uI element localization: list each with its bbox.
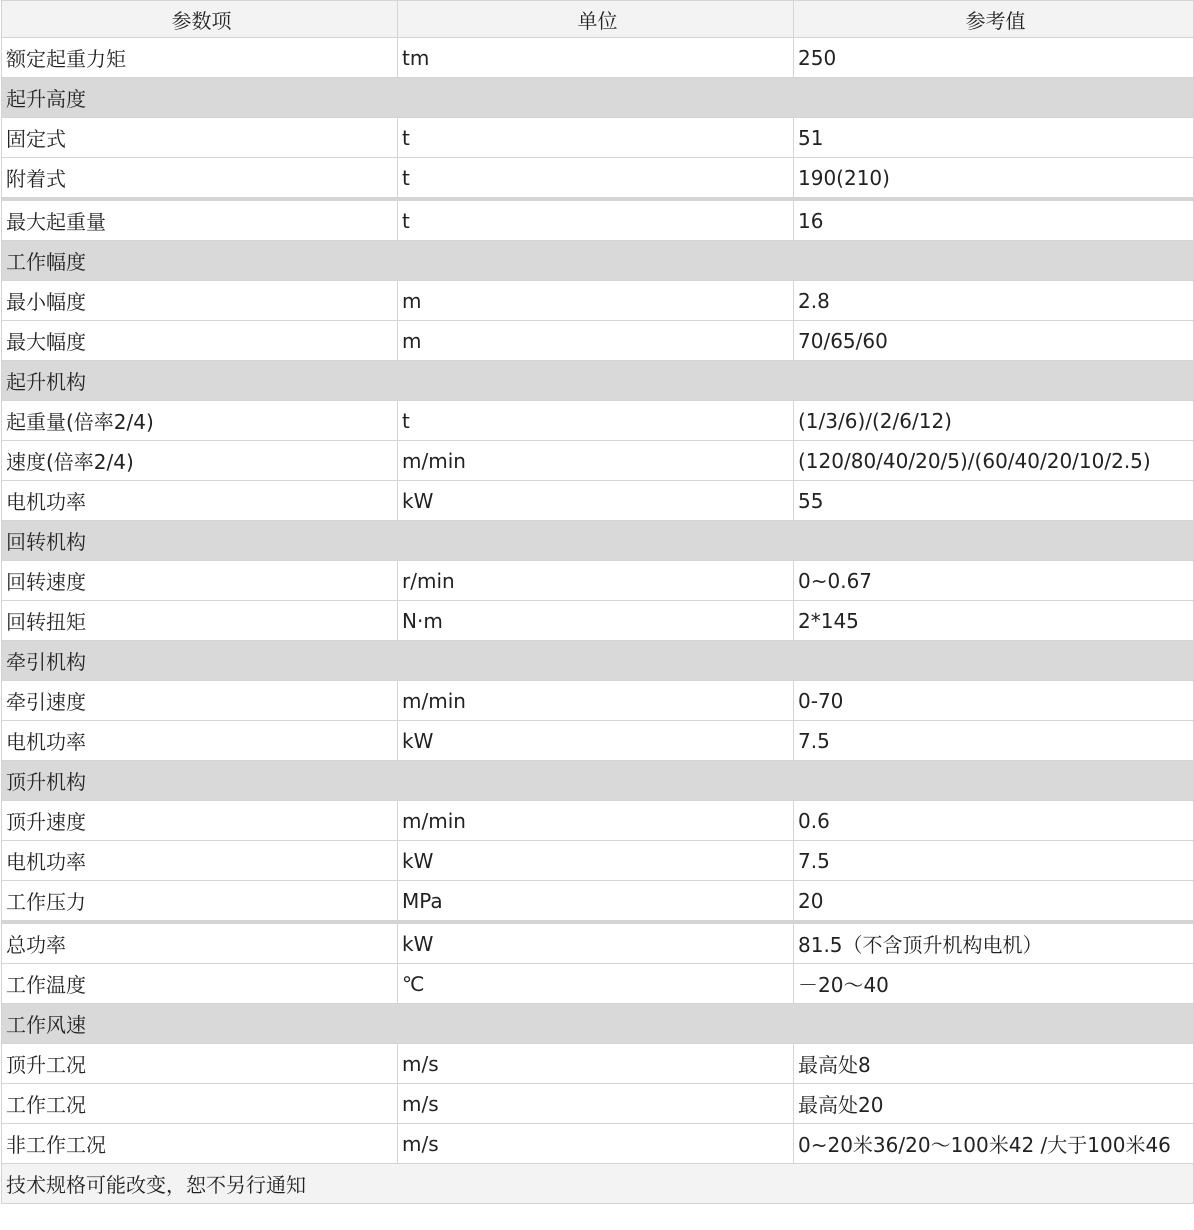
table-body (2, 38, 1194, 1204)
section-row (2, 241, 1194, 281)
table-row (2, 922, 1194, 964)
header-row (2, 1, 1194, 38)
table-row (2, 1124, 1194, 1164)
param-cell: 非工作工况 (2, 1124, 398, 1164)
section-row (2, 78, 1194, 118)
table-row (2, 681, 1194, 721)
section-title: 起升机构 (2, 361, 1194, 401)
unit-cell: MPa (398, 881, 794, 923)
value-cell: 81.5（不含顶升机构电机） (794, 922, 1194, 964)
unit-cell: ℃ (398, 964, 794, 1004)
value-cell: 190(210) (794, 158, 1194, 200)
value-cell: (1/3/6)/(2/6/12) (794, 401, 1194, 441)
param-cell: 牵引速度 (2, 681, 398, 721)
section-row (2, 521, 1194, 561)
section-title: 回转机构 (2, 521, 1194, 561)
unit-cell: m/s (398, 1124, 794, 1164)
value-cell: 20 (794, 881, 1194, 923)
header-param: 参数项 (2, 1, 398, 38)
param-cell: 回转速度 (2, 561, 398, 601)
table-row (2, 199, 1194, 241)
value-cell: (120/80/40/20/5)/(60/40/20/10/2.5) (794, 441, 1194, 481)
value-cell: 0.6 (794, 801, 1194, 841)
table-row (2, 841, 1194, 881)
section-title: 工作风速 (2, 1004, 1194, 1044)
unit-cell: t (398, 199, 794, 241)
value-cell: 2*145 (794, 601, 1194, 641)
section-title: 牵引机构 (2, 641, 1194, 681)
value-cell: 0-70 (794, 681, 1194, 721)
footer-row (2, 1164, 1194, 1204)
section-row (2, 361, 1194, 401)
param-cell: 固定式 (2, 118, 398, 158)
param-cell: 工作温度 (2, 964, 398, 1004)
param-cell: 电机功率 (2, 841, 398, 881)
param-cell: 速度(倍率2/4) (2, 441, 398, 481)
unit-cell: t (398, 158, 794, 200)
param-cell: 电机功率 (2, 481, 398, 521)
table-row (2, 601, 1194, 641)
spec-table (1, 0, 1194, 1204)
param-cell: 电机功率 (2, 721, 398, 761)
param-cell: 回转扭矩 (2, 601, 398, 641)
table-row (2, 158, 1194, 200)
value-cell: 250 (794, 38, 1194, 78)
unit-cell: t (398, 118, 794, 158)
table-row (2, 1084, 1194, 1124)
unit-cell: m/min (398, 441, 794, 481)
unit-cell: m (398, 281, 794, 321)
table-row (2, 118, 1194, 158)
param-cell: 起重量(倍率2/4) (2, 401, 398, 441)
value-cell: 55 (794, 481, 1194, 521)
section-row (2, 1004, 1194, 1044)
value-cell: 2.8 (794, 281, 1194, 321)
table-row (2, 321, 1194, 361)
header-value: 参考值 (794, 1, 1194, 38)
section-row (2, 761, 1194, 801)
footer-note: 技术规格可能改变，恕不另行通知 (2, 1164, 1194, 1204)
table-row (2, 481, 1194, 521)
section-title: 工作幅度 (2, 241, 1194, 281)
section-row (2, 641, 1194, 681)
param-cell: 顶升工况 (2, 1044, 398, 1084)
param-cell: 总功率 (2, 922, 398, 964)
value-cell: 70/65/60 (794, 321, 1194, 361)
unit-cell: kW (398, 481, 794, 521)
unit-cell: kW (398, 841, 794, 881)
param-cell: 最大起重量 (2, 199, 398, 241)
unit-cell: r/min (398, 561, 794, 601)
value-cell: 7.5 (794, 841, 1194, 881)
table-row (2, 401, 1194, 441)
param-cell: 工作工况 (2, 1084, 398, 1124)
unit-cell: tm (398, 38, 794, 78)
table-row (2, 881, 1194, 923)
value-cell: 最高处20 (794, 1084, 1194, 1124)
unit-cell: m/s (398, 1044, 794, 1084)
table-row (2, 1044, 1194, 1084)
value-cell: 最高处8 (794, 1044, 1194, 1084)
param-cell: 最大幅度 (2, 321, 398, 361)
value-cell: 16 (794, 199, 1194, 241)
unit-cell: m/s (398, 1084, 794, 1124)
value-cell: 0~0.67 (794, 561, 1194, 601)
unit-cell: m/min (398, 801, 794, 841)
unit-cell: m (398, 321, 794, 361)
value-cell: 0~20米36/20～100米42 /大于100米46 (794, 1124, 1194, 1164)
section-title: 起升高度 (2, 78, 1194, 118)
param-cell: 附着式 (2, 158, 398, 200)
table-row (2, 441, 1194, 481)
unit-cell: t (398, 401, 794, 441)
unit-cell: N·m (398, 601, 794, 641)
param-cell: 额定起重力矩 (2, 38, 398, 78)
table-row (2, 561, 1194, 601)
unit-cell: kW (398, 721, 794, 761)
table-row (2, 38, 1194, 78)
table-row (2, 801, 1194, 841)
unit-cell: kW (398, 922, 794, 964)
table-header (2, 1, 1194, 38)
section-title: 顶升机构 (2, 761, 1194, 801)
value-cell: 7.5 (794, 721, 1194, 761)
value-cell: －20～40 (794, 964, 1194, 1004)
unit-cell: m/min (398, 681, 794, 721)
value-cell: 51 (794, 118, 1194, 158)
table-row (2, 964, 1194, 1004)
param-cell: 工作压力 (2, 881, 398, 923)
param-cell: 最小幅度 (2, 281, 398, 321)
table-row (2, 721, 1194, 761)
table-row (2, 281, 1194, 321)
param-cell: 顶升速度 (2, 801, 398, 841)
header-unit: 单位 (398, 1, 794, 38)
